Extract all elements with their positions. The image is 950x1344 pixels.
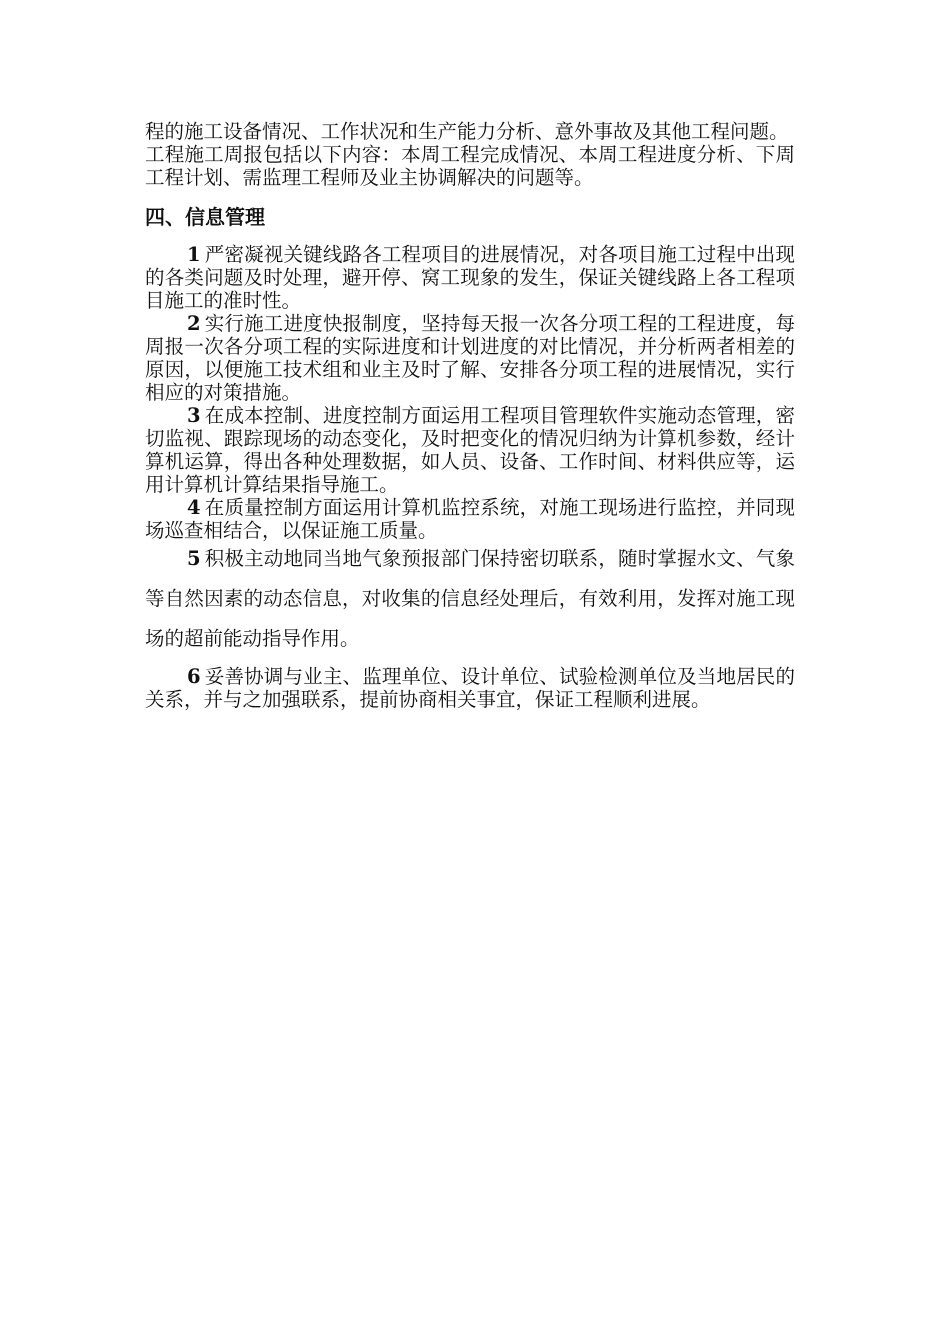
list-item-6 bbox=[145, 665, 795, 711]
item-text: 在成本控制、进度控制方面运用工程项目管理软件实施动态管理，密切监视、跟踪现场的动态变化，及时把变化的情况归纳为计算机参数，经计算机运算，得出各种处理数据，如人员、设备、工作时间、材料供应等，运用计算机计算结果指导施工。 bbox=[145, 404, 795, 496]
item-text: 妥善协调与业主、监理单位、设计单位、试验检测单位及当地居民的关系，并与之加强联系，提前协商相关事宜，保证工程顺利进展。 bbox=[145, 665, 795, 711]
item-text: 实行施工进度快报制度，坚持每天报一次各分项工程的工程进度，每周报一次各分项工程的实际进度和计划进度的对比情况，并分析两者相差的原因，以便施工技术组和业主及时了解、安排各分项工程的进展情况，实行相应的对策措施。 bbox=[145, 312, 795, 404]
list-item-1 bbox=[145, 243, 795, 312]
list-item-5 bbox=[145, 539, 795, 659]
item-number: 3 bbox=[187, 404, 201, 427]
list-item-4 bbox=[145, 496, 795, 542]
item-number: 2 bbox=[187, 312, 201, 335]
item-number: 4 bbox=[187, 496, 201, 519]
item-text: 严密凝视关键线路各工程项目的进展情况，对各项目施工过程中出现的各类问题及时处理，避开停、窝工现象的发生，保证关键线路上各工程项目施工的准时性。 bbox=[145, 243, 795, 312]
list-item-2 bbox=[145, 312, 795, 404]
weekly-report-paragraph: 工程施工周报包括以下内容：本周工程完成情况、本周工程进度分析、下周工程计划、需监理工程师及业主协调解决的问题等。 bbox=[145, 143, 795, 189]
document-page bbox=[145, 120, 795, 711]
item-text: 积极主动地同当地气象预报部门保持密切联系，随时掌握水文、气象等自然因素的动态信息，对收集的信息经处理后，有效利用，发挥对施工现场的超前能动指导作用。 bbox=[145, 547, 795, 650]
list-item-3 bbox=[145, 404, 795, 496]
intro-paragraph: 程的施工设备情况、工作状况和生产能力分析、意外事故及其他工程问题。 bbox=[145, 120, 789, 143]
item-number: 6 bbox=[187, 665, 201, 688]
item-number: 1 bbox=[187, 243, 201, 266]
section-heading: 四、信息管理 bbox=[145, 205, 265, 229]
item-number: 5 bbox=[187, 547, 201, 570]
item-text: 在质量控制方面运用计算机监控系统，对施工现场进行监控，并同现场巡查相结合，以保证施工质量。 bbox=[145, 496, 795, 542]
